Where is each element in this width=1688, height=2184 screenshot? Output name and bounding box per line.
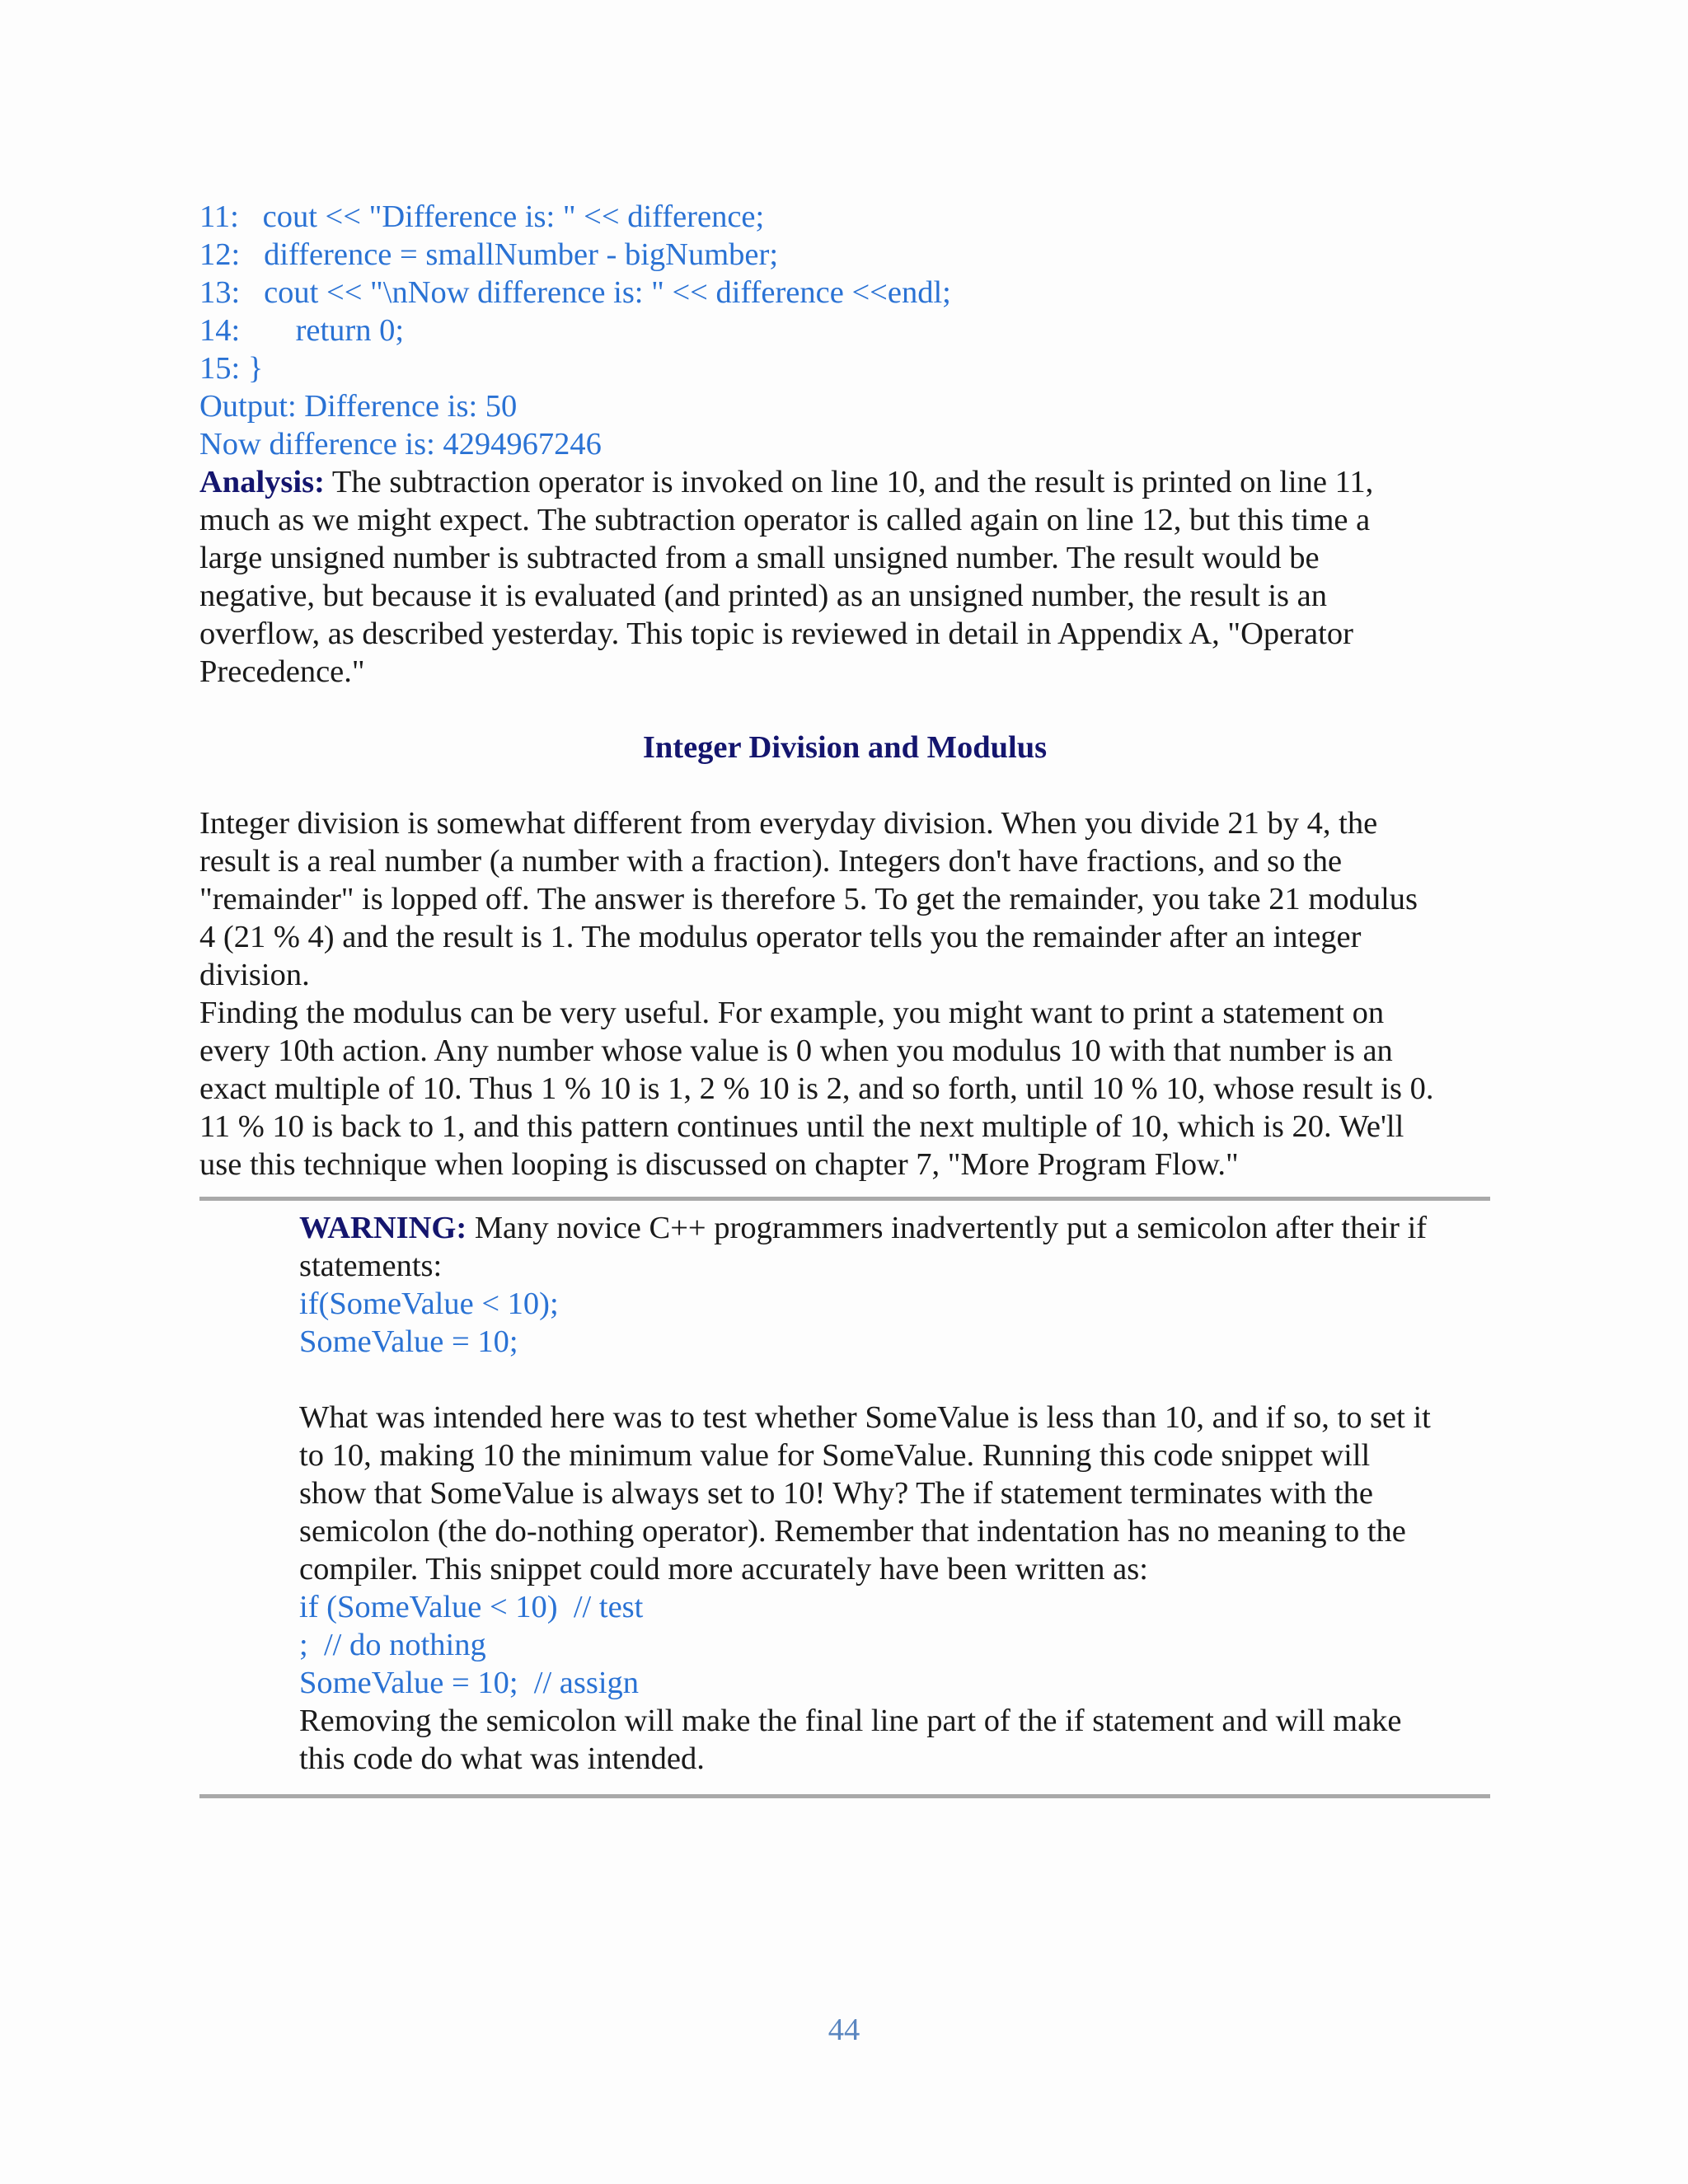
body-paragraph <box>199 994 1490 1183</box>
warning-text: What was intended here was to test whether SomeValue is less than 10, and if so, to set it <box>299 1400 1431 1435</box>
section-heading: Integer Division and Modulus <box>642 730 1048 765</box>
code-line: 12: difference = smallNumber - bigNumber; <box>199 237 779 272</box>
code-line: SomeValue = 10; <box>299 1324 518 1359</box>
code-line: 13: cout << "\nNow difference is: " << difference <<endl; <box>199 275 951 310</box>
code-line: if(SomeValue < 10); <box>299 1286 559 1321</box>
paragraph-line: every 10th action. Any number whose value is 0 when you modulus 10 with that number is an <box>199 1033 1393 1068</box>
analysis-text: The subtraction operator is invoked on line 10, and the result is printed on line 11, <box>324 465 1374 499</box>
paragraph-line: Integer division is somewhat different from everyday division. When you divide 21 by 4, the <box>199 806 1378 841</box>
output-line: Output: Difference is: 50 <box>199 389 518 424</box>
analysis-text: overflow, as described yesterday. This topic is reviewed in detail in Appendix A, "Operator <box>199 616 1353 651</box>
warning-text: to 10, making 10 the minimum value for SomeValue. Running this code snippet will <box>299 1438 1371 1473</box>
analysis-text: Precedence." <box>199 654 365 689</box>
analysis-paragraph <box>199 463 1490 691</box>
warning-text: this code do what was intended. <box>299 1741 705 1776</box>
code-line: 15: } <box>199 351 264 386</box>
output-line: Now difference is: 4294967246 <box>199 427 602 462</box>
analysis-label: Analysis: <box>199 465 325 499</box>
warning-box <box>199 1201 1490 1794</box>
code-line: SomeValue = 10; // assign <box>299 1666 640 1700</box>
warning-text: semicolon (the do-nothing operator). Remember that indentation has no meaning to the <box>299 1514 1406 1549</box>
warning-text: compiler. This snippet could more accurately have been written as: <box>299 1552 1148 1586</box>
page-number: 44 <box>828 2013 860 2047</box>
paragraph-line: "remainder" is lopped off. The answer is therefore 5. To get the remainder, you take 21 modulus <box>199 882 1418 916</box>
analysis-text: large unsigned number is subtracted from a small unsigned number. The result would be <box>199 541 1320 575</box>
paragraph-line: division. <box>199 958 310 992</box>
code-listing <box>199 198 1490 387</box>
body-paragraph <box>199 804 1490 994</box>
warning-text: Many novice C++ programmers inadvertently put a semicolon after their if <box>467 1211 1428 1245</box>
paragraph-line: 4 (21 % 4) and the result is 1. The modulus operator tells you the remainder after an integer <box>199 920 1362 954</box>
paragraph-line: use this technique when looping is discussed on chapter 7, "More Program Flow." <box>199 1147 1239 1182</box>
paragraph-line: 11 % 10 is back to 1, and this pattern continues until the next multiple of 10, which is 20. We'll <box>199 1109 1404 1144</box>
program-output <box>199 387 1490 463</box>
paragraph-line: exact multiple of 10. Thus 1 % 10 is 1, 2 % 10 is 2, and so forth, until 10 % 10, whose result is 0. <box>199 1071 1434 1106</box>
paragraph-line: Finding the modulus can be very useful. For example, you might want to print a statement on <box>199 996 1385 1030</box>
code-line: 14: return 0; <box>199 313 405 348</box>
code-line: if (SomeValue < 10) // test <box>299 1590 644 1624</box>
analysis-text: much as we might expect. The subtraction operator is called again on line 12, but this time a <box>199 503 1371 537</box>
paragraph-line: result is a real number (a number with a fraction). Integers don't have fractions, and so the <box>199 844 1343 879</box>
code-line: ; // do nothing <box>299 1628 486 1662</box>
analysis-text: negative, but because it is evaluated (and printed) as an unsigned number, the result is an <box>199 579 1327 613</box>
warning-label: WARNING: <box>299 1211 467 1245</box>
document-page <box>199 198 1490 1798</box>
warning-text: show that SomeValue is always set to 10! Why? The if statement terminates with the <box>299 1476 1374 1511</box>
code-line: 11: cout << "Difference is: " << difference; <box>199 199 765 234</box>
bottom-rule <box>199 1794 1490 1798</box>
warning-text: statements: <box>299 1249 443 1283</box>
warning-text: Removing the semicolon will make the final line part of the if statement and will make <box>299 1704 1402 1738</box>
blank-line <box>299 1361 1490 1399</box>
